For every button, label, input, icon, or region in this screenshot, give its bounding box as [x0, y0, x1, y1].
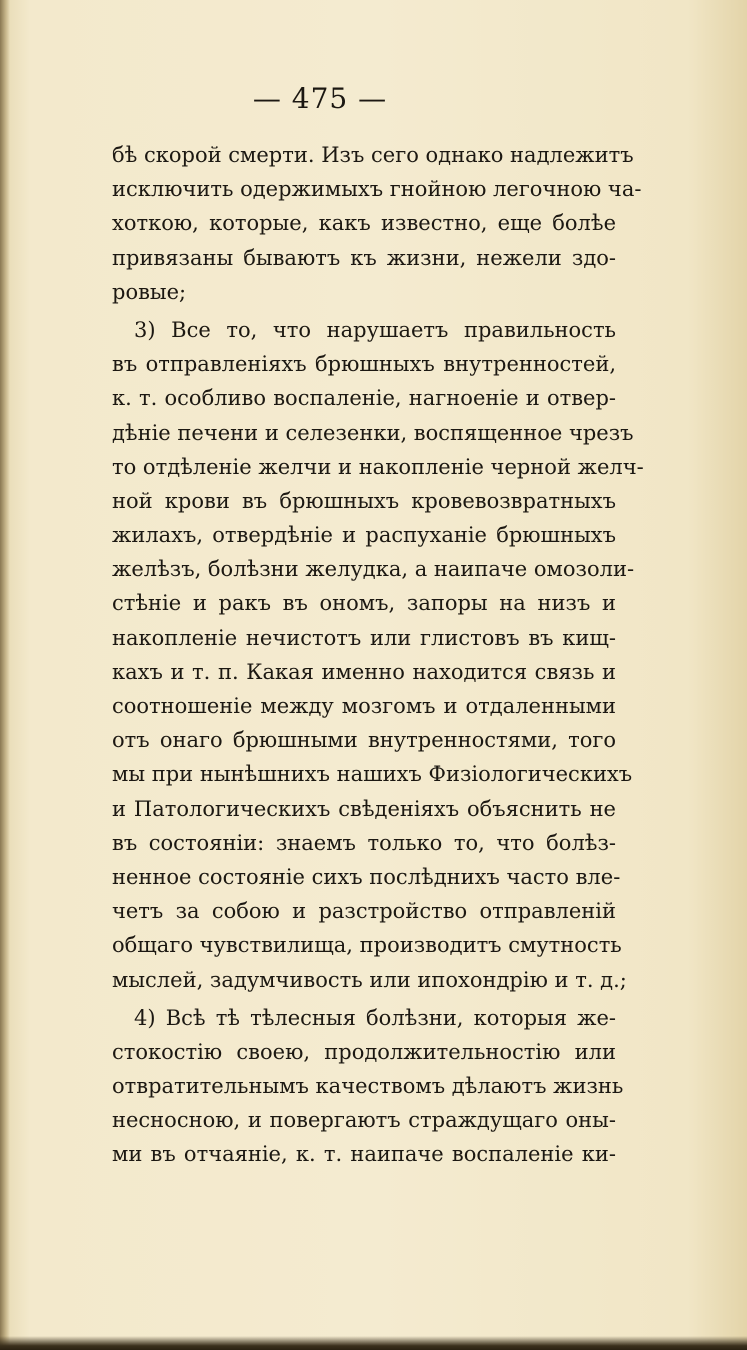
page-spine-shadow: [0, 0, 10, 1350]
text-line: исключить одержимыхъ гнойною легочною ча-: [112, 177, 642, 202]
text-line: дѣнiе печени и селезенки, воспященное чрезъ: [112, 420, 634, 445]
page-bottom-edge: [0, 1336, 747, 1350]
text-line: отвратительнымъ качествомъ дѣлаютъ жизнь: [112, 1074, 624, 1099]
text-line: 3) Все то, что нарушаетъ правильность: [134, 317, 616, 342]
text-line: жилахъ, отвердѣнiе и распуханiе брюшныхъ: [112, 523, 616, 548]
text-line: хоткою, которые, какъ известно, еще болѣе: [112, 211, 616, 236]
text-line: общаго чувствилища, производитъ смутность: [112, 933, 622, 958]
text-line: въ состоянiи: знаемъ только то, что болѣз-: [112, 830, 616, 855]
body-text: [112, 138, 644, 1172]
text-line: накопленiе нечистотъ или глистовъ въ кищ-: [112, 625, 616, 650]
text-line: отъ онаго брюшными внутренностями, того: [112, 728, 616, 753]
text-line: желѣзъ, болѣзни желудка, а наипаче омозоли-: [112, 557, 635, 582]
text-line: стокостiю своею, продолжительностiю или: [112, 1039, 616, 1064]
text-line: ной крови въ брюшныхъ кровевозвратныхъ: [112, 488, 616, 513]
page-number: — 475 —: [252, 82, 388, 115]
text-line: четъ за собою и разстройство отправленiй: [112, 899, 616, 924]
text-line: несносною, и повергаютъ страждущаго оны-: [112, 1108, 616, 1133]
text-line: соотношенiе между мозгомъ и отдаленными: [112, 694, 616, 718]
text-line: к. т. особливо воспаленiе, нагноенiе и отвер-: [112, 386, 616, 411]
text-line: бѣ скорой смерти. Изъ сего однако надлежитъ: [112, 143, 634, 167]
text-line: мыслей, задумчивость или ипохондрiю и т. д.;: [112, 967, 627, 992]
text-line: и Патологическихъ свѣденiяхъ объяснить не: [112, 796, 616, 821]
text-line: мы при нынѣшнихъ нашихъ Физiологическихъ: [112, 762, 633, 787]
text-line: стѣнiе и ракъ въ ономъ, запоры на низъ и: [112, 591, 616, 616]
text-line: ненное состоянiе сихъ послѣднихъ часто вле-: [112, 864, 621, 889]
text-line: то отдѣленiе желчи и накопленiе черной желч-: [112, 454, 644, 479]
text-line: ми въ отчаянiе, к. т. наипаче воспаленiе ки-: [112, 1142, 616, 1167]
text-line: 4) Всѣ тѣ тѣлесныя болѣзни, которыя же-: [134, 1005, 616, 1030]
text-line: кахъ и т. п. Какая именно находится связь и: [112, 659, 616, 684]
text-line: въ отправленiяхъ брюшныхъ внутренностей,: [112, 352, 616, 377]
text-line: привязаны бываютъ къ жизни, нежели здо-: [112, 245, 616, 270]
text-line: ровые;: [112, 279, 187, 304]
